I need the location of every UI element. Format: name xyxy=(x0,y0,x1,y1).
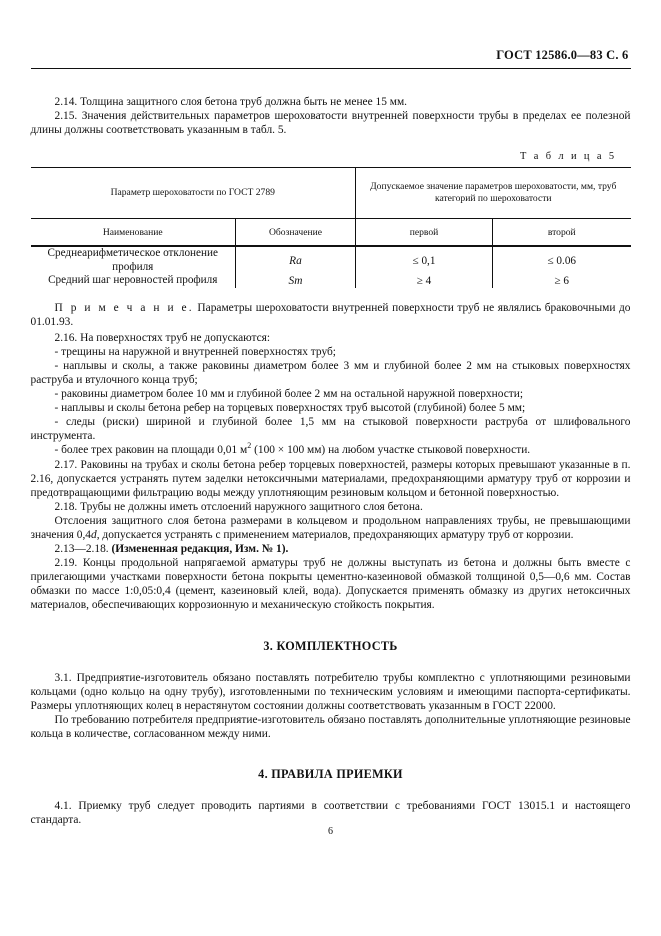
clause-2-18: 2.18. Трубы не должны иметь отслоений наружного защитного слоя бетона. xyxy=(54,500,423,513)
note-label: П р и м е ч а н и е. xyxy=(54,301,194,314)
clause-4-1: 4.1. Приемку труб следует проводить партиями в соответствии с требованиями ГОСТ 13015.1 и настоящего стандарта. xyxy=(30,800,631,827)
row-name: Среднеарифметическое отклонение профиля xyxy=(31,246,236,274)
section-heading-3: 3. КОМПЛЕКТНОСТЬ xyxy=(263,638,398,653)
row-value-second: ≤ 0.06 xyxy=(493,246,631,274)
table-row xyxy=(31,246,631,274)
table-header-parameter: Параметр шероховатости по ГОСТ 2789 xyxy=(31,168,356,219)
intro-block xyxy=(31,95,631,137)
clause-2-17: 2.17. Раковины на трубах и сколы бетона ребер торцевых поверхностей, размеры которых превышают указанные в п. 2.16, допускается устранять путем заделки нетоксичными материалами, предохраняющими арматуру труб от коррозии и предотвращающими фильтрацию воды между уплотняющим резиновым кольцом и бетонной поверхностью. xyxy=(30,458,631,499)
page-header: ГОСТ 12586.0—83 С. 6 xyxy=(496,48,629,62)
table-col-second: второй xyxy=(493,219,631,247)
table-caption: Т а б л и ц а 5 xyxy=(519,151,617,163)
row-name: Средний шаг неровностей профиля xyxy=(48,274,218,287)
area-text-suffix: (100 × 100 мм) на любом участке стыковой поверхности. xyxy=(251,444,531,457)
table-header-allowed-values: Допускаемое значение параметров шероховатости, мм, труб категорий по шероховатости xyxy=(356,168,631,219)
clause-3-1: 3.1. Предприятие-изготовитель обязано поставлять потребителю трубы комплектно с уплотняющими резиновыми кольцами (одно кольцо на одну трубу), изготовленными по техническим условиям и имеющими паспорта-сертификаты. Размеры уплотняющих колец в нерастянутом состоянии должны соответствовать указанным в ГОСТ 22000. xyxy=(30,671,631,712)
superscript-two: 2 xyxy=(247,441,252,451)
peeling-text-suffix: , допускается устранять с применением материалов, предохраняющих арматуру труб от коррозии. xyxy=(96,529,574,541)
section-heading-4: 4. ПРАВИЛА ПРИЕМКИ xyxy=(258,767,403,782)
table-note xyxy=(31,301,631,329)
header-divider xyxy=(31,68,631,69)
table-header-row-2 xyxy=(31,219,631,247)
table-col-first: первой xyxy=(356,219,493,247)
clause-2-19: 2.19. Концы продольной напрягаемой арматуры труб не должны выступать из бетона и должны быть вместе с прилегающими участками поверхности бетона покрыты цементно-казеиновой обмазкой толщиной 0,5—0,6 мм. Состав обмазки по массе 1:0,05:0,4 (цемент, казеиновый клей, вода). Допускается применять обмазку из других нетоксичных материалов, обеспечивающих коррозионную и механическую стойкость покрытия. xyxy=(30,557,631,612)
clause-2-18-continuation xyxy=(31,514,631,542)
clause-2-14: 2.14. Толщина защитного слоя бетона труб должна быть не менее 15 мм. xyxy=(54,96,408,108)
table-col-symbol: Обозначение xyxy=(236,219,356,247)
roughness-table xyxy=(31,167,631,287)
clause-2-16: 2.16. На поверхностях труб не допускаются: xyxy=(54,331,271,344)
clause-2-16-item: - наплывы и сколы, а также раковины диаметром более 3 мм и глубиной более 2 мм на стыковых поверхностях раструба и втулочного конца труб; xyxy=(30,359,631,386)
revision-clause-range: 2.13—2.18. xyxy=(54,543,112,556)
clause-2-16-item: - раковины диаметром более 10 мм и глубиной более 2 мм на остальной наружной поверхности; xyxy=(54,388,524,401)
clause-2-16-item: - следы (риски) шириной и глубиной более 1,5 мм на стыковой поверхности раструба от шлифовального инструмента. xyxy=(30,416,631,443)
clause-2-16-item: - наплывы и сколы бетона ребер на торцевых поверхностях труб высотой (глубиной) более 5 мм; xyxy=(54,402,526,415)
diameter-symbol: d xyxy=(91,529,97,541)
row-value-second: ≥ 6 xyxy=(493,274,631,287)
row-symbol: Ra xyxy=(236,246,356,274)
clause-2-16-item-area xyxy=(31,443,631,457)
peeling-text-prefix: Отслоения защитного слоя бетона размерами в кольцевом и продольном направлениях трубы, не превышающими значения 0,4 xyxy=(30,514,631,541)
table-col-name: Наименование xyxy=(31,219,236,247)
clause-2-15: 2.15. Значения действительных параметров шероховатости внутренней поверхности трубы в пределах ее полезной длины должны соответствовать указанным в табл. 5. xyxy=(30,110,631,137)
clause-2-16-item: - трещины на наружной и внутренней поверхностях труб; xyxy=(54,345,336,358)
revision-label: (Измененная редакция, Изм. № 1). xyxy=(111,543,289,556)
revision-note xyxy=(31,542,631,556)
note-text: Параметры шероховатости внутренней поверхности труб не являлись браковочными до 01.01.93. xyxy=(30,301,631,328)
area-text-prefix: - более трех раковин на площади 0,01 м xyxy=(54,444,248,457)
page-number: 6 xyxy=(328,826,333,837)
row-value-first: ≥ 4 xyxy=(356,274,493,287)
row-value-first: ≤ 0,1 xyxy=(356,246,493,274)
row-symbol: Sm xyxy=(236,274,356,287)
table-row xyxy=(31,274,631,287)
clause-3-1-continuation: По требованию потребителя предприятие-изготовитель обязано поставлять дополнительные уплотняющие резиновые кольца в количестве, согласованном между ними. xyxy=(30,713,631,740)
table-header-row-1 xyxy=(31,168,631,219)
page-content xyxy=(31,48,631,827)
